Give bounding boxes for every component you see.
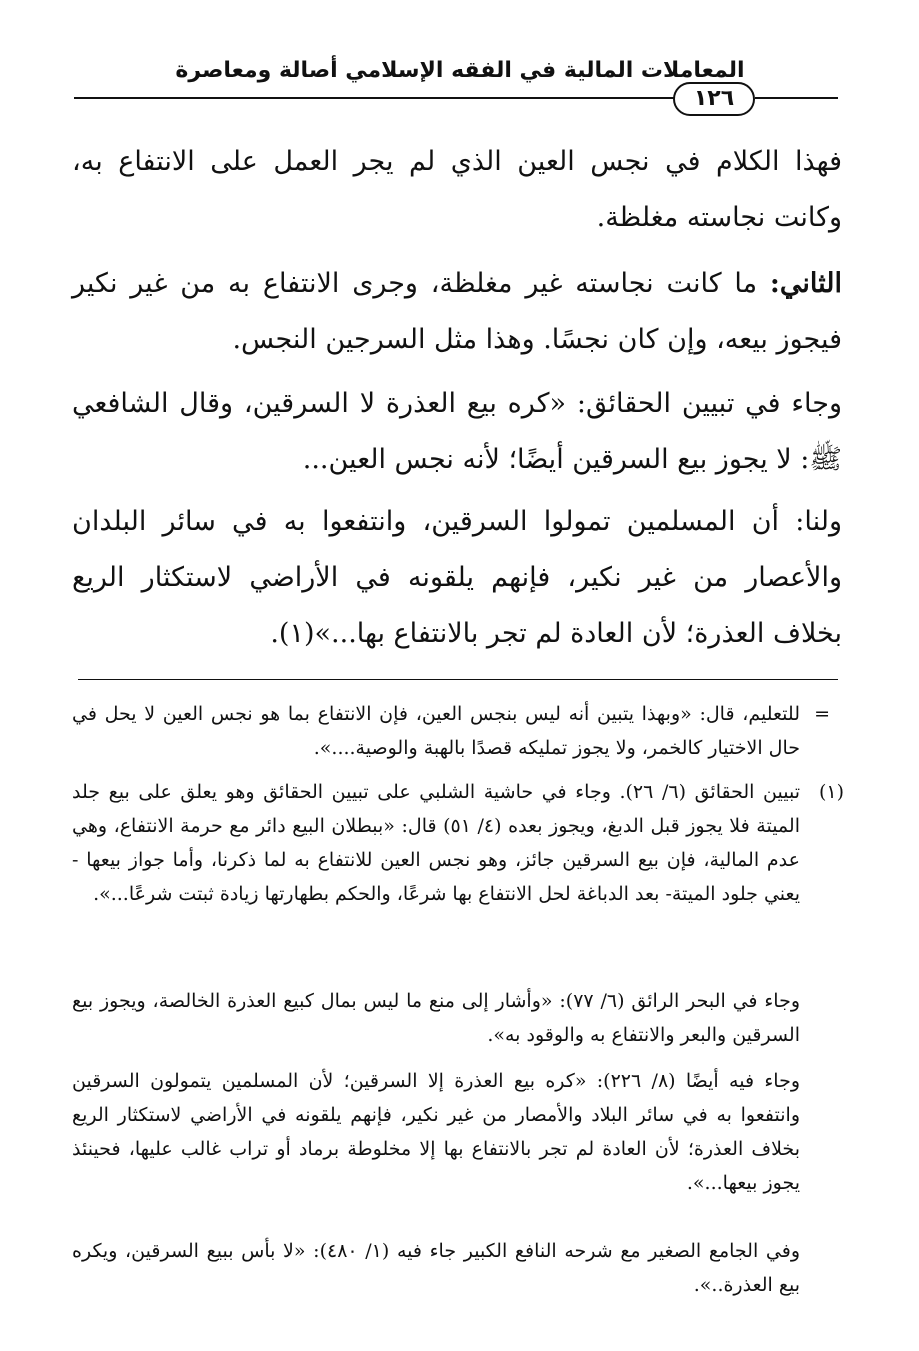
footnote-separator [78, 679, 838, 680]
paragraph-4-text: ولنا: أن المسلمين تمولوا السرقين، وانتفعوا به في سائر البلدان والأعصار من غير نكير، فإنهم يلقونه في الأراضي لاستكثار الريع بخلاف العذرة؛ لأن العادة لم تجر بالانتفاع بها...»(١). [72, 506, 842, 649]
footnote-continued-mark: = [814, 703, 830, 725]
paragraph-2-lead: الثاني: [769, 268, 842, 299]
paragraph-3 [72, 376, 842, 488]
paragraph-2 [72, 256, 842, 368]
footnote-1-para-4 [72, 1234, 800, 1302]
paragraph-2-text: ما كانت نجاسته غير مغلظة، وجرى الانتفاع به من غير نكير فيجوز بيعه، وإن كان نجسًا. وهذا مثل السرجين النجس. [72, 268, 842, 355]
page-number: ١٢٦ [673, 82, 755, 116]
paragraph-3-text: وجاء في تبيين الحقائق: «كره بيع العذرة لا السرقين، وقال الشافعي ﷺ: لا يجوز بيع السرقين أيضًا؛ لأنه نجس العين... [72, 388, 842, 475]
footnote-1-para-3 [72, 1064, 800, 1200]
footnote-1 [72, 775, 844, 911]
footnote-1-para-2-text: وجاء في البحر الرائق (٦/ ٧٧): «وأشار إلى منع ما ليس بمال كبيع العذرة الخالصة، ويجوز بيع السرقين والبعر والانتفاع به والوقود به». [72, 990, 800, 1046]
paragraph-1-text: فهذا الكلام في نجس العين الذي لم يجر العمل على الانتفاع به، وكانت نجاسته مغلظة. [72, 146, 842, 233]
footnote-1-para-4-text: وفي الجامع الصغير مع شرحه النافع الكبير جاء فيه (١/ ٤٨٠): «لا بأس ببيع السرقين، ويكره بيع العذرة..». [72, 1240, 800, 1296]
paragraph-4 [72, 494, 842, 662]
header-rule-left [74, 97, 674, 99]
footnote-1-para-3-text: وجاء فيه أيضًا (٨/ ٢٢٦): «كره بيع العذرة إلا السرقين؛ لأن المسلمين يتمولون السرقين وانتفعوا به في سائر البلاد والأمصار من غير نكير، فإنهم يلقونه في الأراضي لاستكثار الريع بخلاف العذرة؛ لأن العادة لم تجر بالانتفاع بها إلا مخلوطة برماد أو تراب غالب عليها، فحينئذ يجوز بيعها...». [72, 1070, 800, 1194]
footnote-continued-text: للتعليم، قال: «وبهذا يتبين أنه ليس بنجس العين، فإن الانتفاع بما هو نجس العين لا يحل في حال الاختيار كالخمر، ولا يجوز تمليكه قصدًا بالهبة والوصية....». [72, 703, 800, 759]
paragraph-1 [72, 134, 842, 246]
footnote-1-para-2 [72, 984, 800, 1052]
footnote-continued [72, 697, 830, 765]
footnote-1-mark: (١) [818, 781, 844, 803]
footnote-1-text: تبيين الحقائق (٦/ ٢٦). وجاء في حاشية الشلبي على تبيين الحقائق وهو يعلق على بيع جلد الميتة فلا يجوز قبل الدبغ، ويجوز بعده (٤/ ٥١) قال: «ببطلان البيع دائر مع حرمة الانتفاع، وهي عدم المالية، فإن بيع السرقين جائز، وهو نجس العين للانتفاع به لما ذكرنا، وأما جواز بيعها - يعني جلود الميتة- بعد الدباغة لحل الانتفاع بها شرعًا، والحكم بطهارتها زيادة ثبتت شرعًا...». [72, 781, 800, 905]
header-rule-right [755, 97, 838, 99]
running-header-title: المعاملات المالية في الفقه الإسلامي أصالة ومعاصرة [175, 58, 745, 83]
